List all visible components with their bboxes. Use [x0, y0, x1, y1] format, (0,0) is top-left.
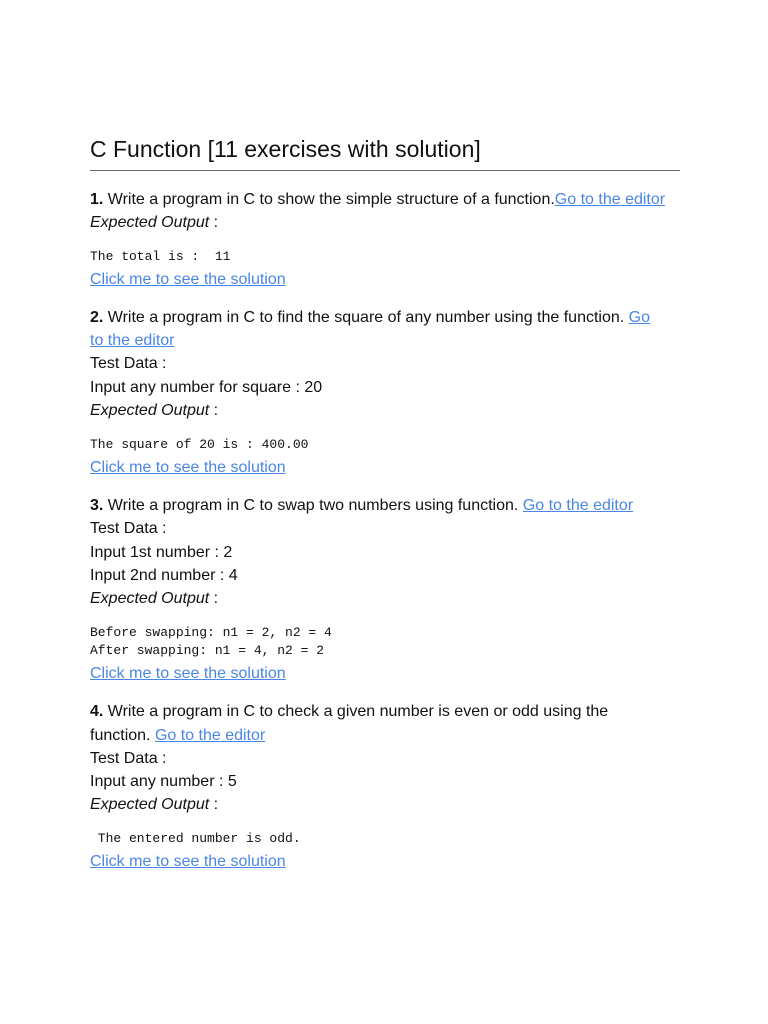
exercise-1-editor-link[interactable]: Go to the editor [554, 191, 666, 208]
exercise-2-expected-output-label: Expected Output : [90, 402, 219, 419]
exercise-1-question [90, 190, 665, 210]
exercise-3-solution-link[interactable]: Click me to see the solution [90, 665, 286, 682]
exercise-1-solution-link[interactable]: Click me to see the solution [90, 271, 286, 288]
exercise-3-question [90, 496, 633, 516]
exercise-4-solution-link[interactable]: Click me to see the solution [90, 853, 286, 870]
title-divider [90, 170, 680, 171]
exercise-4-test-data-label: Test Data : [90, 750, 167, 767]
exercise-2-test-data-label: Test Data : [90, 355, 167, 372]
exercise-4-question-cont [90, 726, 265, 746]
exercise-2-test-input: Input any number for square : 20 [90, 379, 323, 396]
exercise-4-editor-link[interactable]: Go to the editor [154, 727, 266, 744]
exercise-1-number: 1. [90, 191, 104, 208]
exercise-2-number: 2. [90, 309, 104, 326]
exercise-4-output: The entered number is odd. [90, 831, 301, 846]
exercise-3-output-line-2: After swapping: n1 = 4, n2 = 2 [90, 643, 325, 658]
exercise-3-test-data-label: Test Data : [90, 520, 167, 537]
exercise-3-expected-output-label: Expected Output : [90, 590, 219, 607]
exercise-1-expected-output-label: Expected Output : [90, 214, 219, 231]
exercise-2-question [90, 308, 650, 328]
exercise-4-question [90, 702, 608, 722]
exercise-2-editor-link-part1[interactable]: Go [628, 309, 651, 326]
exercise-4-expected-output-label: Expected Output : [90, 796, 219, 813]
exercise-3-editor-link[interactable]: Go to the editor [522, 497, 634, 514]
exercise-4-text-line2: function. [90, 727, 155, 744]
exercise-1-output: The total is : 11 [90, 249, 231, 264]
exercise-3-text: Write a program in C to swap two numbers using function. [103, 497, 523, 514]
exercise-2-text: Write a program in C to find the square of any number using the function. [103, 309, 629, 326]
exercise-1-text: Write a program in C to show the simple structure of a function. [103, 191, 555, 208]
exercise-4-test-input: Input any number : 5 [90, 773, 237, 790]
exercise-2-editor-link-part2[interactable]: to the editor [90, 332, 175, 349]
exercise-3-output-line-1: Before swapping: n1 = 2, n2 = 4 [90, 625, 332, 640]
page-title: C Function [11 exercises with solution] [90, 136, 481, 162]
exercise-3-number: 3. [90, 497, 104, 514]
exercise-2-output: The square of 20 is : 400.00 [90, 437, 309, 452]
exercise-3-test-input-1: Input 1st number : 2 [90, 544, 233, 561]
exercise-4-text-line1: Write a program in C to check a given number is even or odd using the [103, 703, 609, 720]
exercise-2-solution-link[interactable]: Click me to see the solution [90, 459, 286, 476]
exercise-4-number: 4. [90, 703, 104, 720]
exercise-3-test-input-2: Input 2nd number : 4 [90, 567, 238, 584]
